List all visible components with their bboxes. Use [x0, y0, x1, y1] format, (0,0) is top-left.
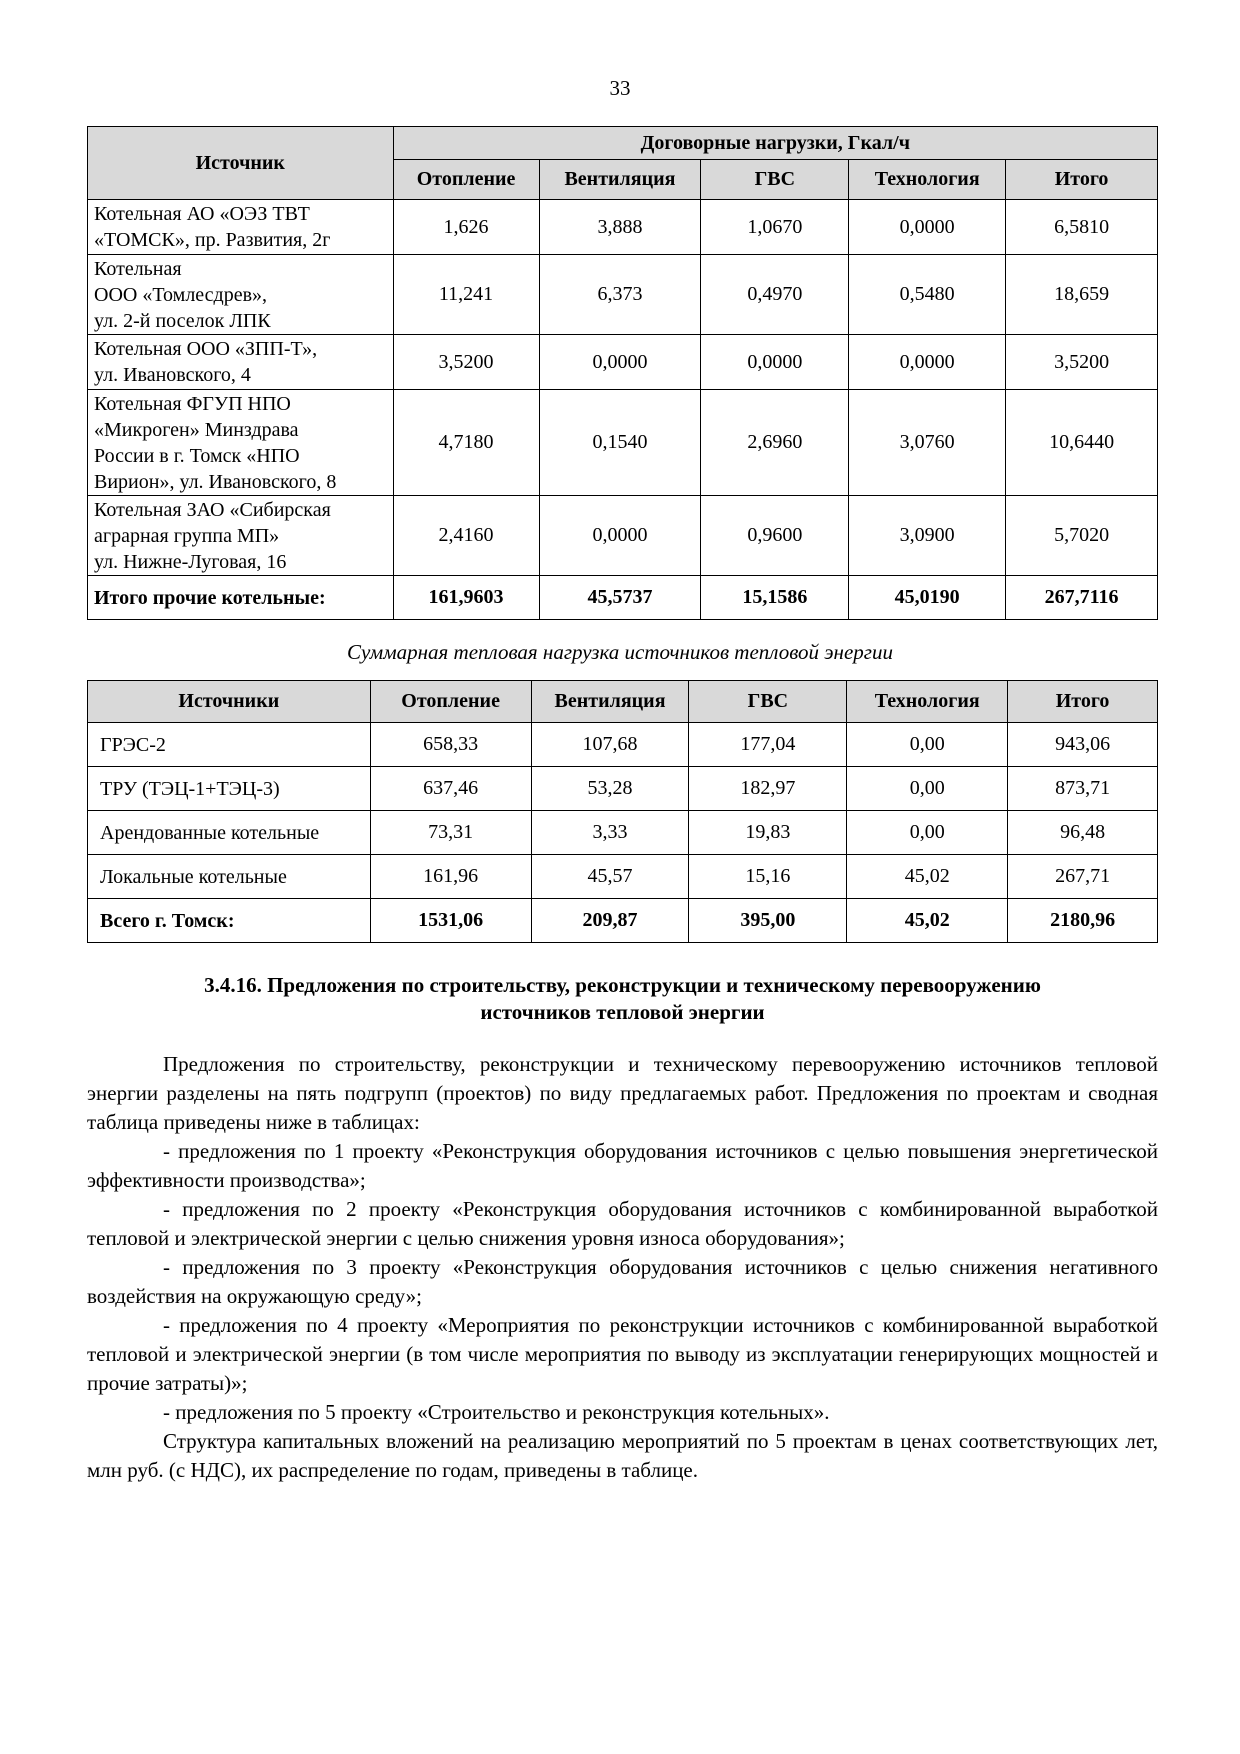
source-line: «Микроген» Минздрава — [94, 418, 299, 441]
value-cell: 2,4160 — [393, 496, 539, 576]
value-cell: 0,0000 — [849, 335, 1006, 390]
value-cell: 3,0900 — [849, 496, 1006, 576]
total-row — [88, 899, 1158, 943]
value-cell: 15,16 — [689, 855, 847, 899]
list-item: - предложения по 2 проекту «Реконструкция оборудования источников с комбинированной выработкой тепловой и электрической энергии с целью снижения уровня износа оборудования»; — [87, 1197, 1158, 1250]
section-heading-line: 3.4.16. Предложения по строительству, реконструкции и техническому перевооружению — [204, 973, 1041, 997]
value-cell: 658,33 — [370, 723, 531, 767]
page-number: 33 — [609, 76, 631, 100]
value-cell: 0,1540 — [539, 390, 701, 496]
source-cell: ТРУ (ТЭЦ-1+ТЭЦ-3) — [88, 767, 371, 811]
total-value: 45,02 — [847, 899, 1008, 943]
value-cell: 19,83 — [689, 811, 847, 855]
list-item: - предложения по 4 проекту «Мероприятия по реконструкции источников с комбинированной выработкой тепловой и электрической энергии (в том числе мероприятия по выводу из эксплуатации генерирующих мощностей и прочие затраты)»; — [87, 1313, 1158, 1395]
value-cell: 0,00 — [847, 767, 1008, 811]
value-cell: 873,71 — [1008, 767, 1158, 811]
value-cell: 6,373 — [539, 255, 701, 335]
source-cell — [88, 200, 394, 255]
source-cell: Арендованные котельные — [88, 811, 371, 855]
source-line: аграрная группа МП» — [94, 524, 280, 547]
section-heading-line: источников тепловой энергии — [480, 1000, 765, 1024]
table-row — [88, 335, 1158, 390]
source-cell: Локальные котельные — [88, 855, 371, 899]
value-cell: 53,28 — [531, 767, 689, 811]
source-line: России в г. Томск «НПО — [94, 444, 300, 467]
total-row — [88, 576, 1158, 620]
source-line: «ТОМСК», пр. Развития, 2г — [94, 229, 331, 251]
paragraph: Структура капитальных вложений на реализацию мероприятий по 5 проектам в ценах соответствующих лет, млн руб. (с НДС), их распределение по годам, приведены в таблице. — [87, 1429, 1158, 1482]
value-cell: 96,48 — [1008, 811, 1158, 855]
header-technology: Технология — [849, 160, 1006, 200]
table-row — [88, 723, 1158, 767]
value-cell: 6,5810 — [1006, 200, 1158, 255]
header-total: Итого — [1008, 681, 1158, 723]
value-cell: 107,68 — [531, 723, 689, 767]
source-line: ул. Нижне-Луговая, 16 — [94, 550, 287, 573]
value-cell: 943,06 — [1008, 723, 1158, 767]
header-technology: Технология — [847, 681, 1008, 723]
value-cell: 0,4970 — [701, 255, 849, 335]
total-label: Всего г. Томск: — [88, 899, 371, 943]
list-item: - предложения по 5 проекту «Строительство и реконструкция котельных». — [163, 1400, 830, 1424]
value-cell: 0,0000 — [539, 496, 701, 576]
source-line: Котельная ЗАО «Сибирская — [94, 498, 331, 521]
value-cell: 637,46 — [370, 767, 531, 811]
value-cell: 3,5200 — [1006, 335, 1158, 390]
section-heading — [87, 972, 1158, 1026]
source-line: ул. 2-й поселок ЛПК — [94, 309, 271, 332]
total-value: 45,5737 — [539, 576, 701, 620]
total-value: 45,0190 — [849, 576, 1006, 620]
value-cell: 3,888 — [539, 200, 701, 255]
value-cell: 161,96 — [370, 855, 531, 899]
source-cell — [88, 496, 394, 576]
value-cell: 18,659 — [1006, 255, 1158, 335]
value-cell: 0,9600 — [701, 496, 849, 576]
value-cell: 0,0000 — [701, 335, 849, 390]
value-cell: 1,626 — [393, 200, 539, 255]
value-cell: 0,5480 — [849, 255, 1006, 335]
table-row — [88, 390, 1158, 496]
value-cell: 3,5200 — [393, 335, 539, 390]
table-row — [88, 255, 1158, 335]
list-item: - предложения по 3 проекту «Реконструкция оборудования источников с целью снижения негативного воздействия на окружающую среду»; — [87, 1255, 1158, 1308]
value-cell: 3,33 — [531, 811, 689, 855]
header-sources: Источники — [88, 681, 371, 723]
header-source: Источник — [88, 127, 394, 200]
total-value: 15,1586 — [701, 576, 849, 620]
source-cell — [88, 390, 394, 496]
body-text — [87, 1050, 1158, 1485]
value-cell: 10,6440 — [1006, 390, 1158, 496]
header-heating: Отопление — [370, 681, 531, 723]
header-hot-water: ГВС — [701, 160, 849, 200]
header-total: Итого — [1006, 160, 1158, 200]
total-value: 395,00 — [689, 899, 847, 943]
source-line: ул. Ивановского, 4 — [94, 364, 251, 386]
total-label: Итого прочие котельные: — [88, 576, 394, 620]
source-line: Котельная АО «ОЭЗ ТВТ — [94, 203, 310, 225]
table-row — [88, 200, 1158, 255]
table-row — [88, 811, 1158, 855]
value-cell: 45,57 — [531, 855, 689, 899]
source-line: Котельная — [94, 257, 182, 280]
source-cell: ГРЭС-2 — [88, 723, 371, 767]
value-cell: 0,00 — [847, 723, 1008, 767]
summary-table-caption: Суммарная тепловая нагрузка источников тепловой энергии — [347, 640, 893, 664]
table-row — [88, 496, 1158, 576]
value-cell: 2,6960 — [701, 390, 849, 496]
value-cell: 0,0000 — [539, 335, 701, 390]
value-cell: 182,97 — [689, 767, 847, 811]
table-row — [88, 767, 1158, 811]
total-value: 267,7116 — [1006, 576, 1158, 620]
source-line: Котельная ООО «ЗПП-Т», — [94, 338, 318, 360]
contract-loads-table — [87, 126, 1158, 620]
value-cell: 267,71 — [1008, 855, 1158, 899]
header-ventilation: Вентиляция — [531, 681, 689, 723]
list-item: - предложения по 1 проекту «Реконструкция оборудования источников с целью повышения энергетической эффективности производства»; — [87, 1139, 1158, 1192]
source-cell — [88, 335, 394, 390]
source-line: Котельная ФГУП НПО — [94, 392, 291, 415]
header-heating: Отопление — [393, 160, 539, 200]
value-cell: 3,0760 — [849, 390, 1006, 496]
value-cell: 0,0000 — [849, 200, 1006, 255]
value-cell: 177,04 — [689, 723, 847, 767]
header-hot-water: ГВС — [689, 681, 847, 723]
table-row — [88, 855, 1158, 899]
summary-load-table — [87, 680, 1158, 943]
source-cell — [88, 255, 394, 335]
paragraph: Предложения по строительству, реконструкции и техническому перевооружению источников тепловой энергии разделены на пять подгрупп (проектов) по виду предлагаемых работ. Предложения по проектам и сводная таблица приведены ниже в таблицах: — [87, 1052, 1158, 1134]
header-contract-loads: Договорные нагрузки, Гкал/ч — [393, 127, 1157, 160]
value-cell: 4,7180 — [393, 390, 539, 496]
source-line: Вирион», ул. Ивановского, 8 — [94, 470, 337, 493]
value-cell: 45,02 — [847, 855, 1008, 899]
total-value: 161,9603 — [393, 576, 539, 620]
value-cell: 0,00 — [847, 811, 1008, 855]
source-line: ООО «Томлесдрев», — [94, 283, 268, 306]
value-cell: 73,31 — [370, 811, 531, 855]
value-cell: 1,0670 — [701, 200, 849, 255]
value-cell: 5,7020 — [1006, 496, 1158, 576]
total-value: 2180,96 — [1008, 899, 1158, 943]
header-ventilation: Вентиляция — [539, 160, 701, 200]
total-value: 1531,06 — [370, 899, 531, 943]
total-value: 209,87 — [531, 899, 689, 943]
value-cell: 11,241 — [393, 255, 539, 335]
